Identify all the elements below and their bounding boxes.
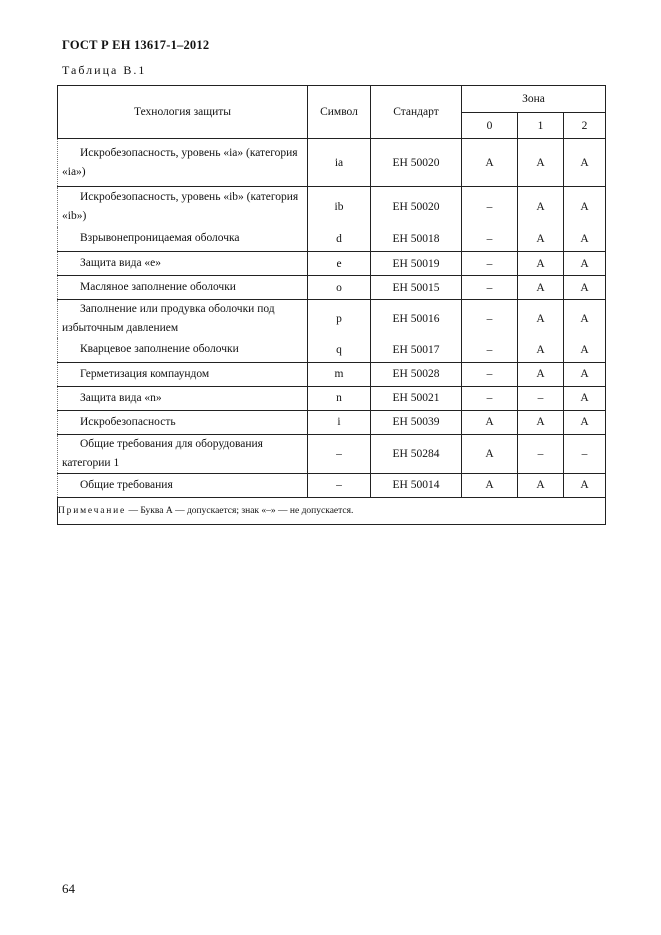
standard-cell: ЕН 50015 xyxy=(371,276,462,300)
technology-cell: Герметизация компаундом xyxy=(58,362,308,386)
technology-cell: Искробезопасность, уровень «ib» (категория «ib») xyxy=(58,187,308,227)
zone-2-cell: A xyxy=(564,362,606,386)
zone-0-cell: – xyxy=(462,252,518,276)
symbol-cell: ib xyxy=(308,187,371,227)
page-number: 64 xyxy=(62,881,75,896)
table-row xyxy=(58,473,606,497)
technology-cell: Масляное заполнение оболочки xyxy=(58,276,308,300)
column-header-zone-1: 1 xyxy=(518,113,564,139)
zone-2-cell: A xyxy=(564,473,606,497)
table-row xyxy=(58,252,606,276)
symbol-cell: o xyxy=(308,276,371,300)
column-header-symbol: Символ xyxy=(308,86,371,139)
table-row xyxy=(58,434,606,473)
standard-cell: ЕН 50016 xyxy=(371,300,462,339)
standard-cell: ЕН 50020 xyxy=(371,139,462,187)
zone-2-cell: A xyxy=(564,252,606,276)
zone-0-cell: A xyxy=(462,139,518,187)
zone-1-cell: A xyxy=(518,362,564,386)
zone-2-cell: A xyxy=(564,338,606,362)
zone-0-cell: – xyxy=(462,187,518,227)
zone-0-cell: – xyxy=(462,362,518,386)
zone-0-cell: – xyxy=(462,227,518,252)
standard-cell: ЕН 50039 xyxy=(371,410,462,434)
technology-cell: Искробезопасность, уровень «ia» (категория «ia») xyxy=(58,139,308,187)
zone-2-cell: A xyxy=(564,386,606,410)
zone-2-cell: – xyxy=(564,434,606,473)
symbol-cell: e xyxy=(308,252,371,276)
table-row xyxy=(58,187,606,227)
table-row xyxy=(58,410,606,434)
zone-1-cell: A xyxy=(518,187,564,227)
zone-0-cell: – xyxy=(462,276,518,300)
zone-2-cell: A xyxy=(564,187,606,227)
zone-1-cell: – xyxy=(518,386,564,410)
technology-cell: Общие требования для оборудования категории 1 xyxy=(58,434,308,473)
zone-0-cell: A xyxy=(462,434,518,473)
symbol-cell: – xyxy=(308,473,371,497)
table-caption: Таблица В.1 xyxy=(62,63,147,77)
zone-1-cell: A xyxy=(518,139,564,187)
symbol-cell: p xyxy=(308,300,371,339)
table-row xyxy=(58,139,606,187)
standard-cell: ЕН 50017 xyxy=(371,338,462,362)
table-row xyxy=(58,300,606,339)
symbol-cell: n xyxy=(308,386,371,410)
technology-cell: Взрывонепроницаемая оболочка xyxy=(58,227,308,252)
standard-cell: ЕН 50020 xyxy=(371,187,462,227)
zone-0-cell: – xyxy=(462,338,518,362)
document-code: ГОСТ Р ЕН 13617-1–2012 xyxy=(62,38,210,52)
column-header-standard: Стандарт xyxy=(371,86,462,139)
zone-1-cell: A xyxy=(518,227,564,252)
zone-2-cell: A xyxy=(564,227,606,252)
note-label: Примечание xyxy=(58,505,127,516)
column-header-zone: Зона xyxy=(462,86,606,113)
symbol-cell: – xyxy=(308,434,371,473)
column-header-technology: Технология защиты xyxy=(58,86,308,139)
table-note-row xyxy=(58,497,606,524)
symbol-cell: i xyxy=(308,410,371,434)
zone-0-cell: A xyxy=(462,410,518,434)
table-row xyxy=(58,227,606,252)
standard-cell: ЕН 50019 xyxy=(371,252,462,276)
technology-cell: Общие требования xyxy=(58,473,308,497)
technology-cell: Кварцевое заполнение оболочки xyxy=(58,338,308,362)
standard-cell: ЕН 50021 xyxy=(371,386,462,410)
zone-1-cell: A xyxy=(518,338,564,362)
symbol-cell: q xyxy=(308,338,371,362)
technology-cell: Защита вида «е» xyxy=(58,252,308,276)
symbol-cell: m xyxy=(308,362,371,386)
zone-2-cell: A xyxy=(564,139,606,187)
zone-2-cell: A xyxy=(564,410,606,434)
zone-0-cell: – xyxy=(462,386,518,410)
table-row xyxy=(58,386,606,410)
table-row xyxy=(58,338,606,362)
zone-1-cell: A xyxy=(518,473,564,497)
zone-2-cell: A xyxy=(564,300,606,339)
zone-2-cell: A xyxy=(564,276,606,300)
standard-cell: ЕН 50284 xyxy=(371,434,462,473)
standard-cell: ЕН 50014 xyxy=(371,473,462,497)
zone-protection-table xyxy=(57,85,606,525)
column-header-zone-0: 0 xyxy=(462,113,518,139)
standard-cell: ЕН 50028 xyxy=(371,362,462,386)
column-header-zone-2: 2 xyxy=(564,113,606,139)
zone-1-cell: A xyxy=(518,252,564,276)
standard-cell: ЕН 50018 xyxy=(371,227,462,252)
symbol-cell: d xyxy=(308,227,371,252)
zone-1-cell: A xyxy=(518,410,564,434)
note-text: — Буква А — допускается; знак «–» — не допускается. xyxy=(126,505,354,516)
technology-cell: Искробезопасность xyxy=(58,410,308,434)
table-row xyxy=(58,276,606,300)
symbol-cell: ia xyxy=(308,139,371,187)
zone-1-cell: A xyxy=(518,276,564,300)
table-note xyxy=(58,497,606,524)
table-row xyxy=(58,362,606,386)
zone-0-cell: – xyxy=(462,300,518,339)
zone-1-cell: A xyxy=(518,300,564,339)
technology-cell: Защита вида «n» xyxy=(58,386,308,410)
zone-1-cell: – xyxy=(518,434,564,473)
technology-cell: Заполнение или продувка оболочки под избыточным давлением xyxy=(58,300,308,339)
zone-0-cell: A xyxy=(462,473,518,497)
